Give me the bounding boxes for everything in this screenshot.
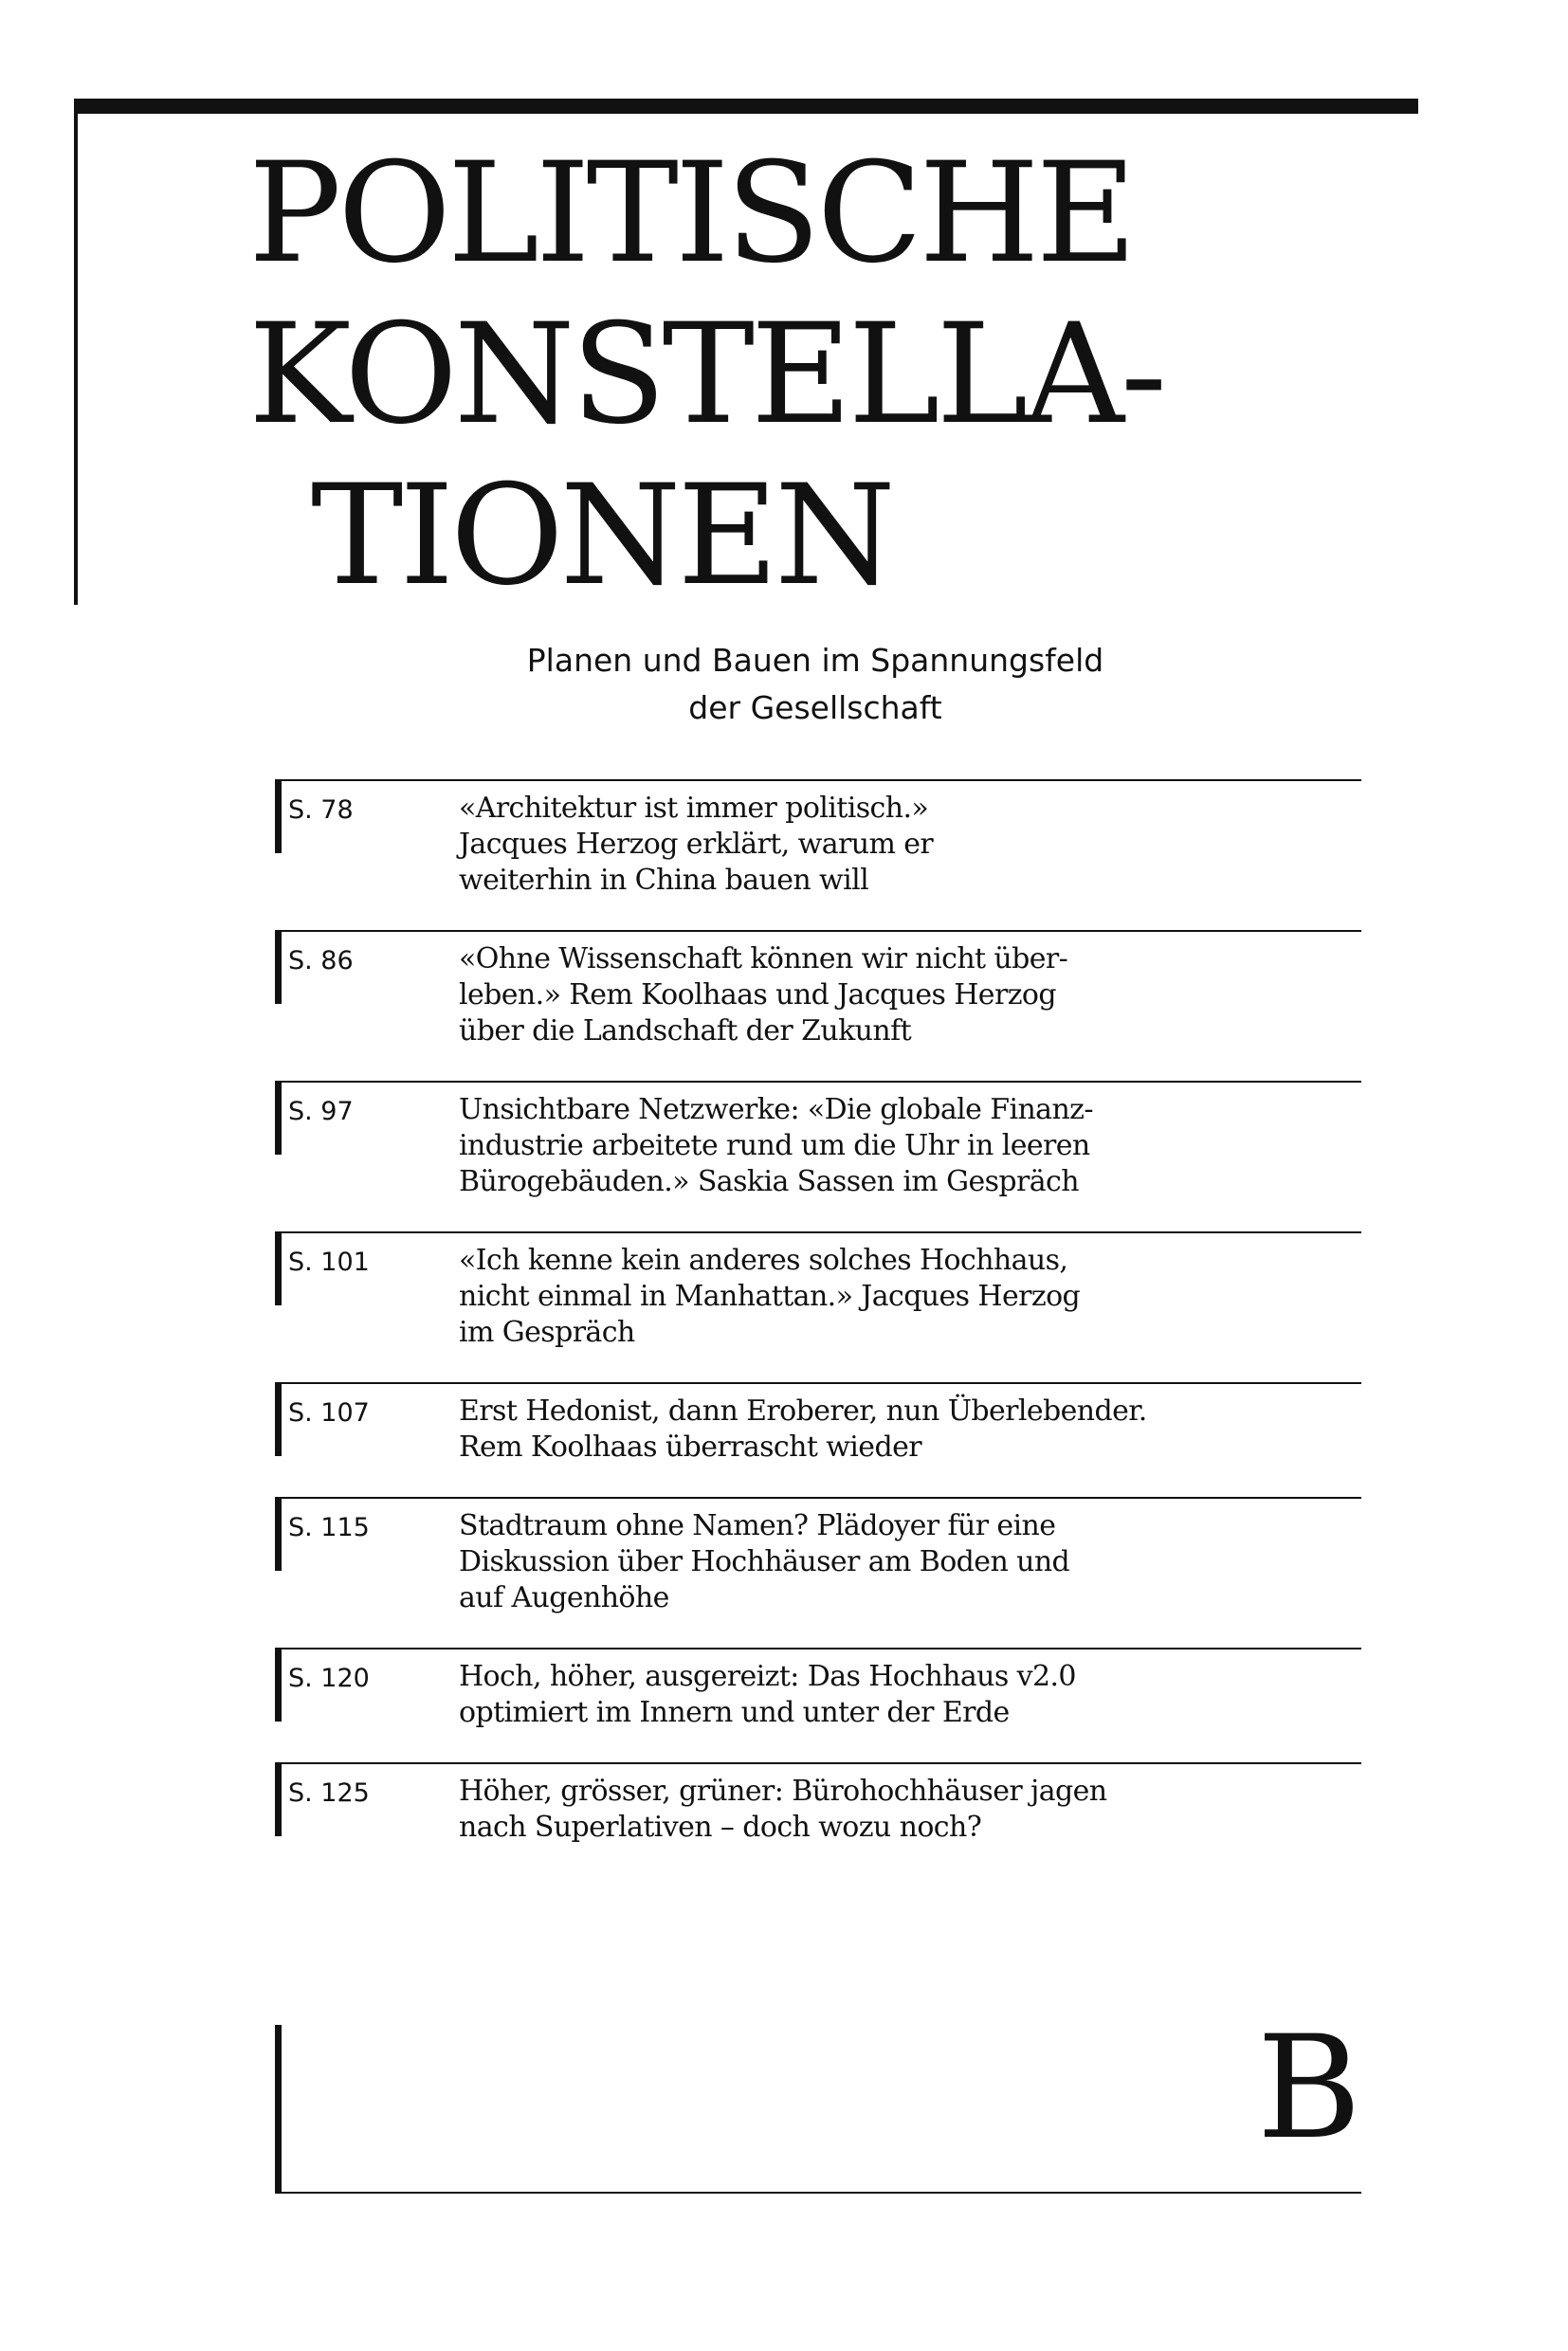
toc-page-number: S. 97: [288, 1097, 354, 1126]
toc-text-line: industrie arbeitete rund um die Uhr in leeren: [459, 1129, 1090, 1162]
toc-page-number: S. 120: [288, 1664, 370, 1693]
toc-text-line: Unsichtbare Netzwerke: «Die globale Finanz-: [459, 1093, 1093, 1126]
toc-text-line: «Ich kenne kein anderes solches Hochhaus,: [459, 1244, 1068, 1277]
toc-text-line: im Gespräch: [459, 1316, 635, 1349]
toc-text-line: auf Augenhöhe: [459, 1581, 669, 1614]
toc-text-line: Höher, grösser, grüner: Bürohochhäuser jagen: [459, 1775, 1107, 1808]
toc-entry[interactable]: [275, 1648, 1361, 1762]
publisher-logo: B: [1256, 2006, 1361, 2171]
toc-entry[interactable]: [275, 1382, 1361, 1497]
title-line: POLITISCHE: [248, 133, 1134, 294]
toc-text-line: Hoch, höher, ausgereizt: Das Hochhaus v2.0: [459, 1660, 1076, 1693]
toc-text-line: leben.» Rem Koolhaas und Jacques Herzog: [459, 978, 1056, 1011]
toc-entry-text: [459, 1394, 1147, 1497]
toc-page-number: S. 86: [288, 946, 354, 975]
left-rule: [74, 99, 78, 605]
toc-entry[interactable]: [275, 930, 1361, 1081]
toc-text-line: «Architektur ist immer politisch.»: [459, 792, 929, 825]
toc-text-line: über die Landschaft der Zukunft: [459, 1014, 912, 1048]
toc-page-number: S. 125: [288, 1778, 370, 1808]
footer-bottom-rule: [275, 2192, 1361, 2194]
toc-page-number: S. 101: [288, 1248, 370, 1277]
toc-entry[interactable]: [275, 779, 1361, 930]
toc-text-line: nicht einmal in Manhattan.» Jacques Herzog: [459, 1280, 1081, 1313]
toc-entry-text: [459, 1659, 1076, 1762]
toc-entry-text: [459, 1092, 1093, 1231]
title-line: KONSTELLA-: [248, 294, 1164, 455]
toc-page-number: S. 115: [288, 1513, 370, 1542]
cover-subtitle: [379, 637, 1251, 732]
toc-text-line: Stadtraum ohne Namen? Plädoyer für eine: [459, 1509, 1056, 1542]
toc-entry[interactable]: [275, 1762, 1361, 1877]
table-of-contents: [275, 779, 1361, 1877]
toc-text-line: optimiert im Innern und unter der Erde: [459, 1696, 1010, 1729]
toc-page-number: S. 107: [288, 1398, 370, 1428]
toc-text-line: Jacques Herzog erklärt, warum er: [459, 828, 934, 861]
toc-text-line: Diskussion über Hochhäuser am Boden und: [459, 1545, 1070, 1578]
toc-entry-text: [459, 1243, 1080, 1382]
subtitle-line: Planen und Bauen im Spannungsfeld: [526, 642, 1104, 679]
toc-entry[interactable]: [275, 1497, 1361, 1648]
footer-left-rule: [275, 2025, 282, 2194]
cover-title: [248, 133, 1163, 616]
toc-entry-text: [459, 1508, 1069, 1648]
toc-page-number: S. 78: [288, 795, 354, 825]
toc-text-line: Erst Hedonist, dann Eroberer, nun Überlebender.: [459, 1394, 1147, 1428]
toc-text-line: «Ohne Wissenschaft können wir nicht über-: [459, 942, 1068, 975]
title-line: TIONEN: [311, 455, 892, 616]
top-rule: [74, 99, 1418, 114]
toc-entry-text: [459, 1774, 1107, 1877]
toc-text-line: nach Superlativen – doch wozu noch?: [459, 1811, 982, 1844]
toc-text-line: Rem Koolhaas überrascht wieder: [459, 1431, 921, 1464]
toc-entry-text: [459, 941, 1067, 1081]
subtitle-line: der Gesellschaft: [688, 689, 942, 726]
toc-entry[interactable]: [275, 1231, 1361, 1382]
toc-entry-text: [459, 791, 933, 930]
toc-text-line: weiterhin in China bauen will: [459, 864, 869, 897]
toc-entry[interactable]: [275, 1081, 1361, 1231]
toc-text-line: Bürogebäuden.» Saskia Sassen im Gespräch: [459, 1165, 1079, 1198]
